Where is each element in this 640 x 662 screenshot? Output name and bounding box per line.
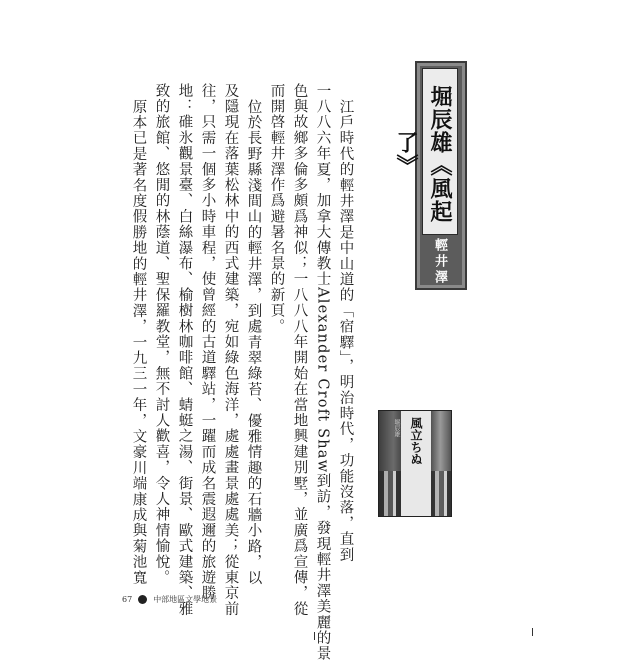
flower-emblem-icon bbox=[138, 595, 147, 604]
chapter-title-banner bbox=[393, 61, 467, 290]
section-name: 中部地區文學地景 bbox=[153, 595, 218, 604]
cover-title: 風立ちぬ bbox=[409, 417, 423, 465]
text-column-10: 原本已是著名度假勝地的輕井澤，一九三一年，文豪川端康成與菊池寬 bbox=[130, 99, 147, 586]
cover-author: 堀辰雄 bbox=[393, 419, 400, 437]
chapter-subtitle: 輕井澤 bbox=[432, 238, 447, 286]
crop-mark-right bbox=[532, 628, 533, 636]
text-column-8: 地：碓氷觀景臺、白絲瀑布、榆樹林咖啡館、蜻蜓之湯、街景、歐式建築、雅 bbox=[176, 83, 193, 617]
crop-mark-left bbox=[314, 632, 315, 640]
page-number: 67 bbox=[122, 595, 133, 604]
text-column-5: 位於長野縣淺間山的輕井澤，到處青翠綠苔、優雅情趣的石牆小路，以 bbox=[245, 99, 262, 586]
text-column-2: 一八八六年夏，加拿大傳教士Alexander Croft Shaw到訪，發現輕井澤美麗的景 bbox=[314, 83, 331, 662]
text-column-4: 而開啓輕井澤作爲避暑名景的新頁。 bbox=[268, 83, 285, 335]
text-column-9: 致的旅館、悠閒的林蔭道、聖保羅教堂，無不討人歡喜，令人神情愉悅。 bbox=[153, 83, 170, 586]
book-cover-photo bbox=[378, 410, 452, 517]
text-column-1: 江戶時代的輕井澤是中山道的「宿驛」，明治時代，功能沒落，直到 bbox=[337, 99, 354, 563]
text-column-6: 及隱現在落葉松林中的西式建築，宛如綠色海洋，處處畫景處處美；從東京前 bbox=[222, 83, 239, 617]
text-column-7: 往，只需一個多小時車程，使曾經的古道驛站，一躍而成名震遐邇的旅遊勝 bbox=[199, 83, 216, 602]
chapter-title-panel bbox=[393, 68, 458, 235]
text-column-3: 色與故鄉多倫多頗爲神似；一八八八年開始在當地興建別墅，並廣爲宣傳，從 bbox=[291, 83, 308, 617]
chapter-title: 堀辰雄《風起了》 bbox=[393, 84, 453, 223]
page-footer bbox=[122, 594, 217, 605]
